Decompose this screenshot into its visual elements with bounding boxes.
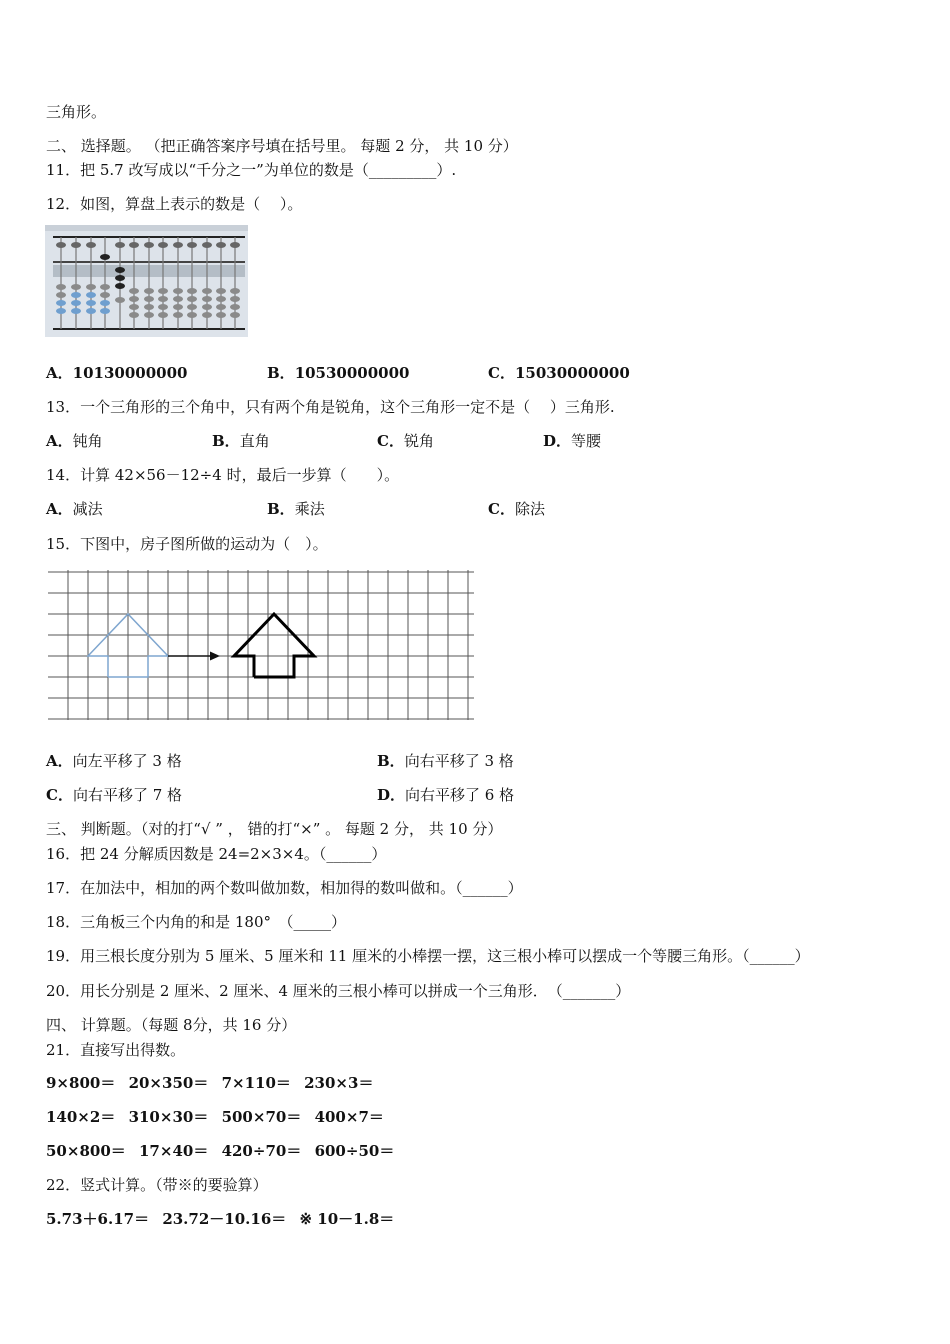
question-18: 18．三角板三个内角的和是 180° （_____） [46,913,346,931]
expression: 5.73＋6.17＝ [46,1210,150,1228]
question-20: 20．用长分别是 2 厘米、2 厘米、4 厘米的三根小棒可以拼成一个三角形． （_______） [46,982,631,1000]
q14-option-b: B．乘法 [267,500,325,518]
q15-option-b: B．向右平移了 3 格 [377,752,514,770]
question-12: 12．如图，算盘上表示的数是（ ）。 [46,195,303,213]
q12-option-b: B．10530000000 [267,364,410,382]
question-22: 22．竖式计算。（带※的要验算） [46,1176,268,1194]
expression: 140×2＝ [46,1108,116,1126]
q22-row [46,1209,394,1229]
q13-option-b: B．直角 [212,432,270,450]
question-13: 13．一个三角形的三个角中，只有两个角是锐角，这个三角形一定不是（ ）三角形. [46,398,615,416]
section-2-heading: 二、 选择题。 （把正确答案序号填在括号里。 每题 2 分， 共 10 分） [46,137,518,155]
question-15: 15．下图中，房子图所做的运动为（ ）。 [46,535,328,553]
expression: 310×30＝ [128,1108,209,1126]
arrow-head-icon [210,652,220,661]
question-19: 19．用三根长度分别为 5 厘米、5 厘米和 11 厘米的小棒摆一摆，这三根小棒可以摆成一个等腰三角形。（______） [46,947,810,965]
q15-option-a: A．向左平移了 3 格 [46,752,182,770]
expression: ※ 10－1.8＝ [299,1210,395,1228]
expression: 23.72－10.16＝ [162,1210,287,1228]
text-line: 三角形。 [46,103,107,121]
q21-row [46,1141,394,1161]
expression: 400×7＝ [314,1108,384,1126]
abacus-image [45,225,248,337]
translation-grid-figure [48,570,476,722]
question-14: 14．计算 42×56－12÷4 时，最后一步算（ ）。 [46,466,400,484]
expression: 50×800＝ [46,1142,126,1160]
question-16: 16．把 24 分解质因数是 24=2×3×4。（______） [46,845,387,863]
q13-option-a: A．钝角 [46,432,103,450]
grid-lines [48,570,474,720]
expression: 230×3＝ [304,1074,374,1092]
section-3-heading: 三、 判断题。（对的打“√ ” ， 错的打“×” 。 每题 2 分， 共 10 分） [46,820,503,838]
q14-option-a: A．减法 [46,500,103,518]
q14-option-c: C．除法 [488,500,545,518]
q15-option-d: D．向右平移了 6 格 [377,786,515,804]
expression: 20×350＝ [128,1074,209,1092]
q13-option-c: C．锐角 [377,432,434,450]
q12-option-c: C．15030000000 [488,364,630,382]
section-4-heading: 四、 计算题。（每题 8分，共 16 分） [46,1016,297,1034]
question-21: 21．直接写出得数。 [46,1041,186,1059]
q21-row [46,1107,384,1127]
expression: 17×40＝ [139,1142,209,1160]
q15-option-c: C．向右平移了 7 格 [46,786,183,804]
expression: 7×110＝ [221,1074,291,1092]
question-11: 11．把 5.7 改写成以“千分之一”为单位的数是（_________）. [46,161,457,179]
expression: 600÷50＝ [314,1142,395,1160]
expression: 500×70＝ [221,1108,302,1126]
expression: 9×800＝ [46,1074,116,1092]
expression: 420÷70＝ [221,1142,302,1160]
q12-option-a: A．10130000000 [46,364,188,382]
q13-option-d: D．等腰 [543,432,602,450]
q21-row [46,1073,373,1093]
house-moved-shape [234,614,314,677]
question-17: 17．在加法中，相加的两个数叫做加数，相加得的数叫做和。（______） [46,879,523,897]
